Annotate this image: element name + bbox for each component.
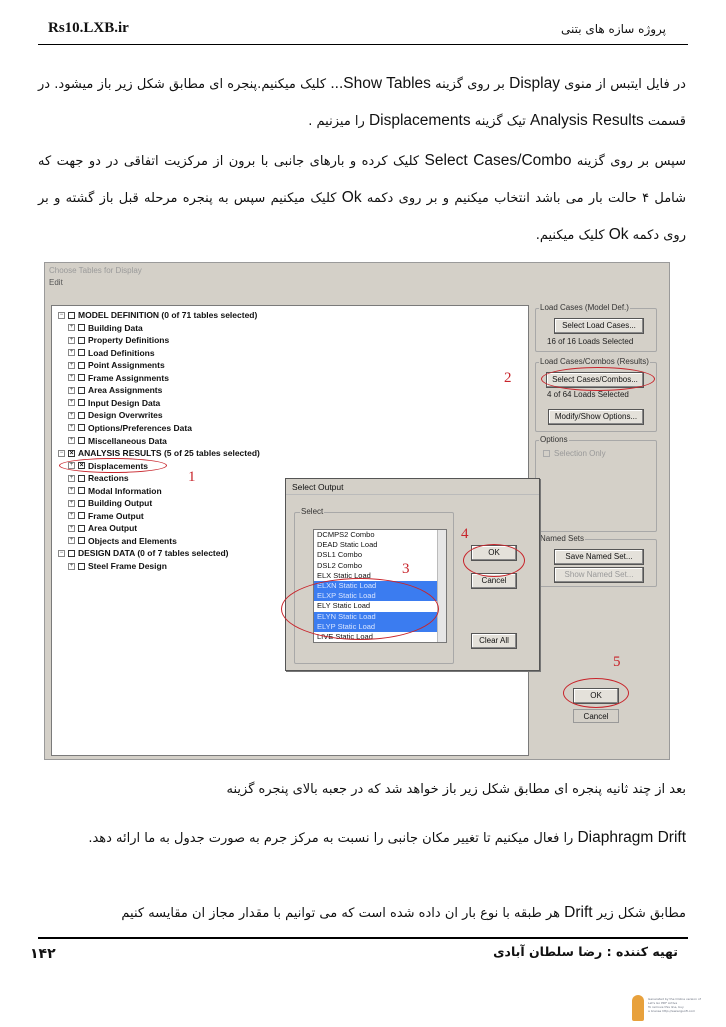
select-cancel-button[interactable]: Cancel	[471, 573, 517, 589]
load-case-item[interactable]: ELYP Static Load	[314, 622, 446, 632]
expand-toggle-icon[interactable]: −	[59, 311, 64, 318]
expand-toggle-icon[interactable]: +	[69, 487, 74, 494]
tree-checkbox[interactable]	[78, 412, 85, 419]
tree-group-row[interactable]	[58, 448, 260, 458]
modify-show-options-button[interactable]: Modify/Show Options...	[548, 409, 644, 425]
text-segment: را میزنیم .	[308, 114, 369, 129]
options-group-title: Options	[540, 435, 568, 444]
load-case-item[interactable]: DSL1 Combo	[317, 550, 363, 560]
highlight-select-cases	[541, 367, 655, 391]
author-credit: تهیه کننده : رضا سلطان آبادی	[493, 944, 678, 959]
tree-table-row[interactable]	[68, 348, 155, 358]
show-named-set-button[interactable]: Show Named Set...	[554, 567, 644, 583]
tree-label: Miscellaneous Data	[88, 435, 167, 446]
tree-table-row[interactable]	[68, 410, 163, 420]
tree-checkbox[interactable]	[78, 337, 85, 344]
tree-table-row[interactable]	[68, 385, 162, 395]
select-cases-combos-button[interactable]: Select Cases/Combos...	[546, 372, 644, 388]
load-case-item[interactable]: LIVE Static Load	[317, 631, 373, 641]
tree-checkbox[interactable]	[78, 349, 85, 356]
info-icon	[632, 995, 644, 1021]
tree-table-row[interactable]	[68, 373, 169, 383]
tree-checkbox[interactable]	[78, 563, 85, 570]
expand-toggle-icon[interactable]: +	[69, 374, 74, 381]
term-segment: Ok	[341, 189, 362, 206]
tree-checkbox[interactable]	[78, 424, 85, 431]
tree-group-row[interactable]	[58, 548, 229, 558]
expand-toggle-icon[interactable]: +	[69, 361, 74, 368]
text-segment: سپس بر روی گزینه	[571, 154, 686, 169]
highlight-selected-loads	[281, 578, 439, 640]
select-ok-button[interactable]: OK	[471, 545, 517, 561]
tree-table-row[interactable]	[68, 398, 160, 408]
tree-table-row[interactable]	[68, 360, 165, 370]
highlight-displacements	[59, 458, 167, 473]
tree-label: Frame Output	[88, 510, 144, 521]
tree-checkbox[interactable]	[78, 537, 85, 544]
logo-text-line: To remove this line, buy	[648, 1005, 684, 1009]
ok-button[interactable]: OK	[573, 688, 619, 704]
highlight-select-ok	[463, 544, 525, 577]
expand-toggle-icon[interactable]: +	[69, 336, 74, 343]
expand-toggle-icon[interactable]: +	[69, 512, 74, 519]
logo-text-line: Generated by the Online version of	[648, 997, 701, 1001]
load-cases-group-title: Load Cases (Model Def.)	[540, 303, 629, 312]
tree-label: ANALYSIS RESULTS (5 of 25 tables selected)	[78, 448, 260, 459]
text-segment: بر روی گزینه	[430, 77, 510, 92]
text-segment: را فعال میکنیم تا تغییر مکان جانبی را نسبت به مرکز جرم به صورت جدول به ما ارائه دهد.	[88, 831, 578, 846]
tree-table-row[interactable]	[68, 423, 192, 433]
text-segment: هر طبقه با نوع بار ان داده شده است که می توانیم با مقدار مجاز ان مقایسه کنیم	[121, 906, 565, 921]
load-combos-group-title: Load Cases/Combos (Results)	[540, 357, 649, 366]
named-sets-group-title: Named Sets	[540, 534, 585, 543]
marker-2: 2	[504, 370, 512, 386]
tree-table-row[interactable]	[68, 536, 177, 546]
logo-text-line: Let's Go PDF Active	[648, 1001, 678, 1005]
expand-toggle-icon[interactable]: +	[69, 462, 74, 469]
tree-label: Displacements	[88, 460, 148, 471]
select-group-title: Select	[301, 507, 324, 516]
tree-checkbox[interactable]: ×	[69, 449, 74, 457]
tree-checkbox[interactable]	[78, 362, 85, 369]
load-case-item[interactable]: ELY Static Load	[317, 601, 371, 611]
expand-toggle-icon[interactable]: +	[69, 562, 74, 569]
load-case-item[interactable]: ELX Static Load	[317, 570, 371, 580]
tree-table-row[interactable]	[68, 511, 144, 521]
tree-checkbox[interactable]	[78, 387, 85, 394]
tree-label: Area Assignments	[88, 385, 163, 396]
dialog-menu-edit[interactable]: Edit	[49, 278, 63, 287]
term-segment: Diaphragm Drift	[577, 829, 686, 846]
paragraph-4	[38, 820, 686, 857]
text-segment: کلیک کرده و بارهای جانبی با برون از مرکزیت اتفاقی در دو جهت که شامل ۴ حالت بار می باشد انتخاب میکنیم و بر روی دکمه	[38, 154, 687, 206]
paragraph-5	[38, 895, 686, 932]
tree-label: Reactions	[88, 473, 129, 484]
tree-checkbox[interactable]	[78, 487, 85, 494]
term-segment: Display	[509, 75, 560, 92]
tree-table-row[interactable]	[68, 486, 162, 496]
tree-table-row[interactable]	[68, 436, 167, 446]
expand-toggle-icon[interactable]: +	[69, 424, 74, 431]
select-output-title: Select Output	[286, 479, 539, 495]
load-combos-status: 4 of 64 Loads Selected	[547, 390, 629, 399]
tree-checkbox[interactable]	[78, 512, 85, 519]
tree-checkbox[interactable]	[78, 399, 85, 406]
expand-toggle-icon[interactable]: +	[69, 399, 74, 406]
expand-toggle-icon[interactable]: −	[59, 449, 64, 456]
paragraph-3: بعد از چند ثانیه پنجره ای مطابق شکل زیر باز خواهد شد که در جعبه بالای پنجره گزینه	[226, 782, 686, 797]
tree-table-row[interactable]	[68, 561, 167, 571]
expand-toggle-icon[interactable]: +	[69, 437, 74, 443]
tree-table-row[interactable]	[68, 335, 169, 345]
tree-checkbox[interactable]	[78, 437, 85, 444]
tree-label: Building Data	[88, 322, 143, 333]
tree-checkbox[interactable]: ×	[79, 462, 84, 470]
expand-toggle-icon[interactable]: +	[69, 474, 74, 481]
expand-toggle-icon[interactable]: −	[59, 549, 64, 556]
site-url: Rs10.LXB.ir	[48, 20, 129, 36]
tree-label: Design Overwrites	[88, 410, 163, 421]
tree-label: Steel Frame Design	[88, 561, 167, 571]
cancel-button[interactable]: Cancel	[573, 709, 619, 723]
list-scrollbar[interactable]	[437, 530, 446, 642]
document-title: پروژه سازه های بتنی	[560, 22, 666, 36]
expand-toggle-icon[interactable]: +	[69, 499, 74, 506]
load-case-item[interactable]: ELYN Static Load	[314, 612, 446, 622]
expand-toggle-icon[interactable]: +	[69, 386, 74, 393]
footer-rule	[38, 937, 688, 939]
tree-label: Modal Information	[88, 485, 162, 496]
paragraph-2	[38, 143, 686, 254]
text-segment: مطابق شکل زیر	[592, 906, 686, 921]
dialog-title: Choose Tables for Display	[49, 266, 142, 275]
save-named-set-button[interactable]: Save Named Set...	[554, 549, 644, 565]
tree-label: Objects and Elements	[88, 535, 177, 546]
marker-3: 3	[402, 561, 410, 577]
load-case-item[interactable]: ELXP Static Load	[314, 591, 446, 601]
select-load-cases-button[interactable]: Select Load Cases...	[554, 318, 644, 334]
selection-only-checkbox[interactable]	[543, 449, 606, 458]
clear-all-button[interactable]: Clear All	[471, 633, 517, 649]
tree-table-row[interactable]	[68, 523, 137, 533]
marker-5: 5	[613, 654, 621, 670]
load-case-item[interactable]: DEAD Static Load	[317, 540, 378, 550]
tree-checkbox[interactable]	[78, 374, 85, 381]
term-segment: Ok	[608, 226, 629, 243]
term-segment: ...Show Tables	[330, 75, 431, 92]
paragraph-1	[38, 66, 686, 140]
load-cases-status: 16 of 16 Loads Selected	[547, 337, 634, 346]
expand-toggle-icon[interactable]: +	[69, 411, 74, 418]
choose-tables-dialog	[44, 262, 670, 760]
tree-label: Frame Assignments	[88, 372, 169, 383]
highlight-main-ok	[563, 678, 629, 708]
tree-table-row[interactable]	[68, 323, 143, 333]
tree-label: Point Assignments	[88, 360, 165, 371]
tree-checkbox[interactable]	[78, 500, 85, 507]
load-case-item[interactable]: DCMPS2 Combo	[317, 530, 375, 539]
tree-table-row[interactable]	[68, 498, 152, 508]
expand-toggle-icon[interactable]: +	[69, 537, 74, 544]
expand-toggle-icon[interactable]: +	[69, 524, 74, 531]
tree-label: Input Design Data	[88, 397, 161, 408]
tree-checkbox[interactable]	[78, 324, 85, 331]
expand-toggle-icon[interactable]: +	[69, 324, 74, 331]
text-segment: کلیک میکنیم سپس به پنجره مرحله قبل باز گشته و بر روی دکمه	[38, 191, 686, 243]
tree-table-row[interactable]	[68, 473, 129, 483]
tree-label: DESIGN DATA (0 of 7 tables selected)	[78, 548, 229, 559]
load-case-item[interactable]: ELXN Static Load	[314, 581, 446, 591]
marker-1: 1	[188, 469, 196, 485]
tree-checkbox[interactable]	[78, 525, 85, 532]
tree-label: Property Definitions	[88, 335, 170, 346]
tree-label: Area Output	[88, 523, 138, 534]
expand-toggle-icon[interactable]: +	[69, 349, 74, 356]
term-segment: Select Cases/Combo	[424, 152, 572, 169]
selection-only-label: Selection Only	[554, 449, 606, 458]
term-segment: Displacements	[368, 112, 471, 129]
text-segment: کلیک میکنیم.	[535, 228, 609, 243]
header-rule	[38, 44, 688, 45]
text-segment: کلیک میکنیم.پنجره ای مطابق شکل زیر باز میشود. در قسمت	[38, 77, 686, 129]
tree-label: Load Definitions	[88, 347, 155, 358]
pdf-generator-logo	[632, 995, 702, 1021]
tree-checkbox[interactable]	[68, 550, 75, 557]
tree-label: Building Output	[88, 498, 153, 509]
marker-4: 4	[461, 526, 469, 542]
text-segment: در فایل ایتبس از منوی	[559, 77, 686, 92]
term-segment: Drift	[564, 904, 593, 921]
tree-label: Options/Preferences Data	[88, 422, 192, 433]
logo-text	[648, 997, 702, 1013]
page-number: ۱۴۲	[30, 946, 56, 962]
text-segment: تیک گزینه	[470, 114, 531, 129]
tree-checkbox[interactable]	[78, 475, 85, 482]
tree-checkbox[interactable]	[68, 312, 75, 319]
tree-group-row[interactable]	[58, 310, 257, 320]
term-segment: Analysis Results	[530, 112, 644, 129]
load-case-item[interactable]: DSL2 Combo	[317, 560, 363, 570]
tree-label: MODEL DEFINITION (0 of 71 tables selected)	[78, 310, 258, 320]
logo-text-line: a license http://www.lgsoft.com	[648, 1009, 696, 1013]
